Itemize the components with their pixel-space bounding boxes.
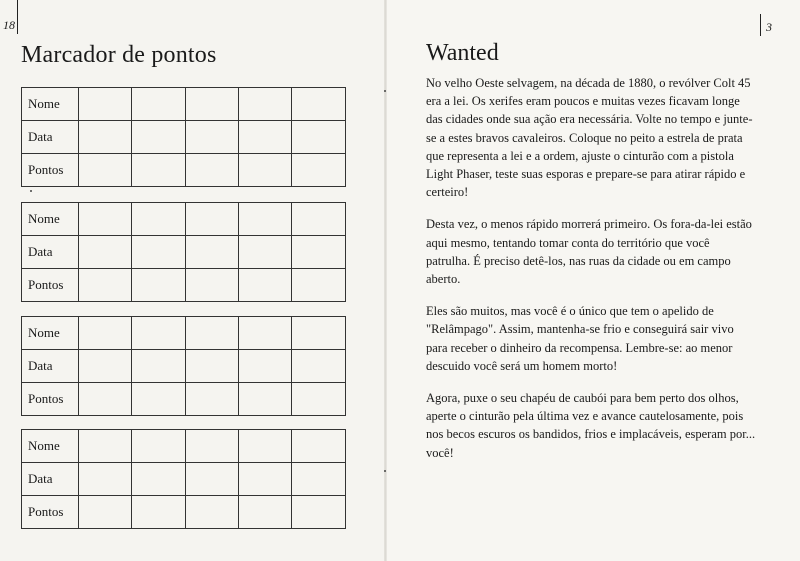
table-row	[22, 154, 346, 187]
page-number-right: 3	[766, 20, 772, 34]
row-label-points: Pontos	[22, 383, 79, 416]
page-margin-mark	[17, 0, 18, 34]
print-speck	[384, 90, 386, 92]
print-speck	[384, 470, 386, 472]
row-label-date: Data	[22, 463, 79, 496]
table-row	[22, 317, 346, 350]
page-margin-mark	[760, 14, 761, 36]
paragraph: Agora, puxe o seu chapéu de caubói para bem perto dos olhos, aperte o cinturão pela última vez e avance cautelosamente, pois nos becos escuros os bandidos, frios e implacáveis, esperam por... você!	[426, 391, 756, 460]
score-table-4	[21, 429, 346, 529]
row-label-date: Data	[22, 236, 79, 269]
table-row	[22, 463, 346, 496]
table-row	[22, 430, 346, 463]
table-row	[22, 350, 346, 383]
table-row	[22, 496, 346, 529]
paragraph: No velho Oeste selvagem, na década de 1880, o revólver Colt 45 era a lei. Os xerifes eram poucos e muitas vezes ficavam longe das cidades onde sua ação era necessária. Volte no tempo e junte-se a estes bravos cavaleiros. Coloque no peito a estrela de prata que representa a lei e a ordem, ajuste o cinturão com a pistola Light Phaser, teste suas esporas e prepare-se para atirar rápido e certeiro!	[426, 76, 753, 200]
book-spine	[384, 0, 387, 561]
row-label-date: Data	[22, 350, 79, 383]
table-row	[22, 203, 346, 236]
row-label-points: Pontos	[22, 496, 79, 529]
row-label-date: Data	[22, 121, 79, 154]
paragraph: Desta vez, o menos rápido morrerá primeiro. Os fora-da-lei estão aqui mesmo, tentando tomar conta do território que você patrulha. É preciso detê-los, nas ruas da cidade ou em campo aberto.	[426, 217, 752, 287]
row-label-name: Nome	[22, 430, 79, 463]
article-body	[426, 74, 756, 476]
score-table-3	[21, 316, 346, 416]
table-row	[22, 269, 346, 302]
table-row	[22, 383, 346, 416]
score-table-2	[21, 202, 346, 302]
page-number-left: 18	[3, 18, 15, 32]
paragraph: Eles são muitos, mas você é o único que tem o apelido de "Relâmpago". Assim, mantenha-se frio e conseguirá sair vivo para receber o dinheiro da recompensa. Lembre-se: ao menor descuido você será um homem morto!	[426, 304, 734, 373]
row-label-name: Nome	[22, 88, 79, 121]
table-row	[22, 88, 346, 121]
row-label-name: Nome	[22, 203, 79, 236]
row-label-name: Nome	[22, 317, 79, 350]
score-table-1	[21, 87, 346, 187]
row-label-points: Pontos	[22, 269, 79, 302]
page-title-left: Marcador de pontos	[21, 42, 217, 68]
table-row	[22, 236, 346, 269]
table-row	[22, 121, 346, 154]
print-speck	[30, 190, 32, 192]
page-title-right: Wanted	[426, 40, 499, 66]
row-label-points: Pontos	[22, 154, 79, 187]
